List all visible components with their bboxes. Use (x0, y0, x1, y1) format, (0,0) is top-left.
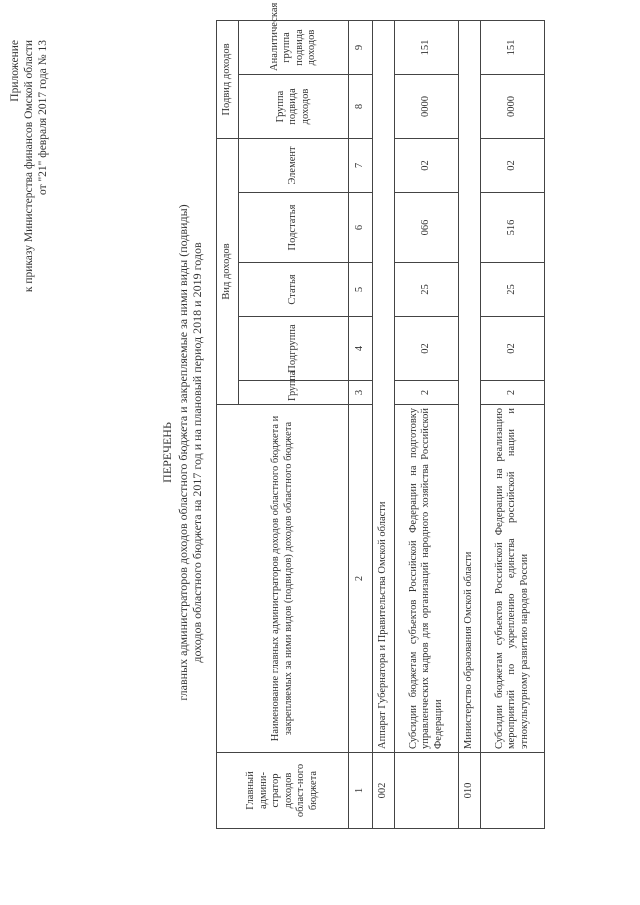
cell-subgroup: 02 (395, 317, 459, 381)
cell-group: 2 (481, 381, 545, 405)
table-row (459, 20, 481, 828)
col-number: 2 (349, 405, 373, 753)
cell-article: 25 (395, 263, 459, 317)
admin-code (481, 753, 545, 829)
col-number: 7 (349, 139, 373, 193)
header-subarticle: Подстатья (239, 193, 349, 263)
table-row (395, 20, 459, 828)
document-subtitle-2: доходов областного бюджета на 2017 год и на плановый период 2018 и 2019 годов (190, 242, 204, 663)
cell-subarticle: 516 (481, 193, 545, 263)
appendix-block (8, 40, 50, 292)
col-number: 5 (349, 263, 373, 317)
col-number: 3 (349, 381, 373, 405)
table-row (373, 20, 395, 828)
col-number: 4 (349, 317, 373, 381)
admin-code: 010 (459, 753, 481, 829)
header-podvid: Подвид доходов (217, 20, 239, 138)
cell-element: 02 (395, 139, 459, 193)
header-element: Элемент (239, 139, 349, 193)
cell-article: 25 (481, 263, 545, 317)
cell-group: 2 (395, 381, 459, 405)
appendix-line-1: Приложение (9, 40, 21, 102)
admin-name: Министерство образования Омской области (459, 20, 481, 752)
document-subtitle-1: главных администраторов доходов областного бюджета и закрепляемые за ними виды (подвиды) (176, 204, 190, 701)
admin-name: Аппарат Губернатора и Правительства Омской области (373, 20, 395, 752)
column-number-row (349, 20, 373, 828)
col-number: 9 (349, 20, 373, 74)
admin-code: 002 (373, 753, 395, 829)
header-podvid-group: Группа подвида доходов (239, 75, 349, 139)
appendix-line-2: к приказу Министерства финансов Омской области (23, 40, 35, 293)
header-subgroup: Подгруппа (239, 317, 349, 381)
header-group: Группа (239, 381, 349, 405)
header-article: Статья (239, 263, 349, 317)
col-number: 1 (349, 753, 373, 829)
income-name: Субсидии бюджетам субъектов Российской Федерации на реализацию мероприятий по укреплению единства российской нации и этнокультурному развитию народов России (481, 405, 545, 753)
cell-analytic-group: 151 (481, 20, 545, 74)
document-heading: ПЕРЕЧЕНЬ (160, 422, 174, 483)
cell-element: 02 (481, 139, 545, 193)
header-name: Наименование главных администраторов доходов областного бюджета и закрепляемых за ними видов (подвидов) доходов областного бюджета (217, 405, 349, 753)
admin-code (395, 753, 459, 829)
income-name: Субсидии бюджетам субъектов Российской Федерации на подготовку управленческих кадров для организаций народного хозяйства Российской Федерации (395, 405, 459, 753)
header-admin: Главный админи-стратор доходов област-ного бюджета (217, 753, 349, 829)
col-number: 8 (349, 75, 373, 139)
table-row (481, 20, 545, 828)
cell-analytic-group: 151 (395, 20, 459, 74)
header-vid: Вид доходов (217, 139, 239, 405)
administrators-table (216, 2, 545, 829)
cell-podvid-group: 0000 (395, 75, 459, 139)
cell-podvid-group: 0000 (481, 75, 545, 139)
cell-subarticle: 066 (395, 193, 459, 263)
cell-subgroup: 02 (481, 317, 545, 381)
col-number: 6 (349, 193, 373, 263)
header-analytic-group: Аналитическая группа подвида доходов (239, 20, 349, 74)
appendix-line-3: от "21" февраля 2017 года № 13 (37, 40, 49, 196)
